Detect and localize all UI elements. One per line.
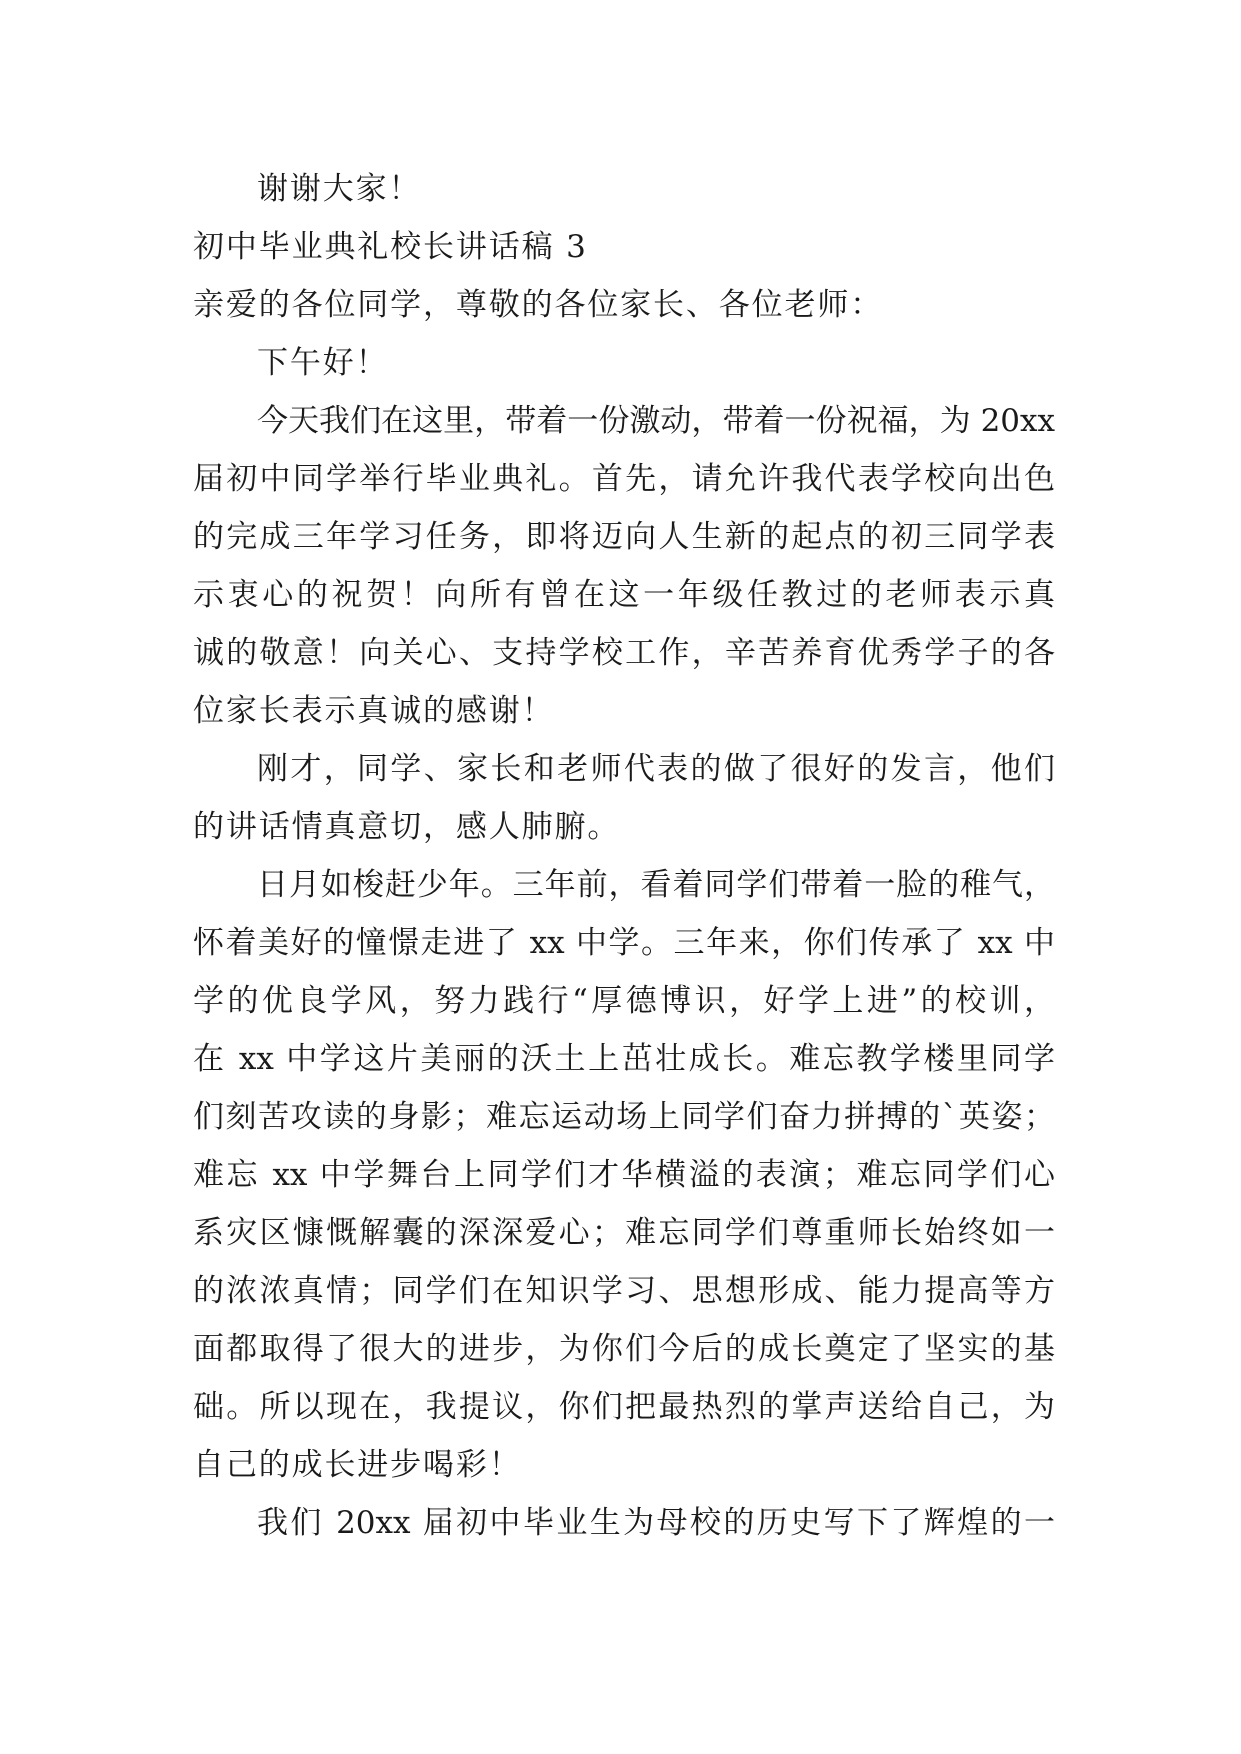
paragraph-line: 日月如梭赶少年。三年前，看着同学们带着一脸的稚气， — [257, 867, 1055, 903]
paragraph-line: 们刻苦攻读的身影；难忘运动场上同学们奋力拼搏的`英姿； — [193, 1099, 1055, 1135]
paragraph-line: 自己的成长进步喝彩！ — [193, 1447, 522, 1483]
paragraph-line: 诚的敬意！向关心、支持学校工作，辛苦养育优秀学子的各 — [193, 635, 1055, 671]
paragraph-line: 难忘 xx 中学舞台上同学们才华横溢的表演；难忘同学们心 — [193, 1157, 1055, 1193]
paragraph-4 — [193, 1494, 1055, 1552]
speech-title: 初中毕业典礼校长讲话稿 3 — [193, 229, 588, 265]
paragraph-line: 位家长表示真诚的感谢！ — [193, 693, 555, 729]
paragraph-line: 础。所以现在，我提议，你们把最热烈的掌声送给自己，为 — [193, 1389, 1055, 1425]
greeting-line: 下午好！ — [257, 345, 389, 381]
paragraph-line: 怀着美好的憧憬走进了 xx 中学。三年来，你们传承了 xx 中 — [193, 925, 1055, 961]
paragraph-line: 的讲话情真意切，感人肺腑。 — [193, 809, 621, 845]
paragraph-line: 面都取得了很大的进步，为你们今后的成长奠定了坚实的基 — [193, 1331, 1055, 1367]
salutation-line: 亲爱的各位同学，尊敬的各位家长、各位老师： — [193, 287, 884, 323]
paragraph-line: 学的优良学风，努力践行“厚德博识，好学上进”的校训， — [193, 983, 1055, 1019]
paragraph-line: 示衷心的祝贺！向所有曾在这一年级任教过的老师表示真 — [193, 577, 1055, 613]
document-body — [193, 160, 1055, 1552]
paragraph-line: 刚才，同学、家长和老师代表的做了很好的发言，他们 — [257, 751, 1055, 787]
paragraph-1 — [193, 392, 1055, 740]
paragraph-2 — [193, 740, 1055, 856]
paragraph-line: 的浓浓真情；同学们在知识学习、思想形成、能力提高等方 — [193, 1273, 1055, 1309]
paragraph-line: 在 xx 中学这片美丽的沃土上茁壮成长。难忘教学楼里同学 — [193, 1041, 1055, 1077]
closing-line: 谢谢大家！ — [257, 171, 422, 207]
paragraph-line: 系灾区慷慨解囊的深深爱心；难忘同学们尊重师长始终如一 — [193, 1215, 1055, 1251]
paragraph-3 — [193, 856, 1055, 1494]
paragraph-line: 届初中同学举行毕业典礼。首先，请允许我代表学校向出色 — [193, 461, 1055, 497]
paragraph-line: 的完成三年学习任务，即将迈向人生新的起点的初三同学表 — [193, 519, 1055, 555]
paragraph-line: 今天我们在这里，带着一份激动，带着一份祝福，为 20xx — [257, 403, 1055, 439]
paragraph-line: 我们 20xx 届初中毕业生为母校的历史写下了辉煌的一 — [257, 1505, 1055, 1541]
